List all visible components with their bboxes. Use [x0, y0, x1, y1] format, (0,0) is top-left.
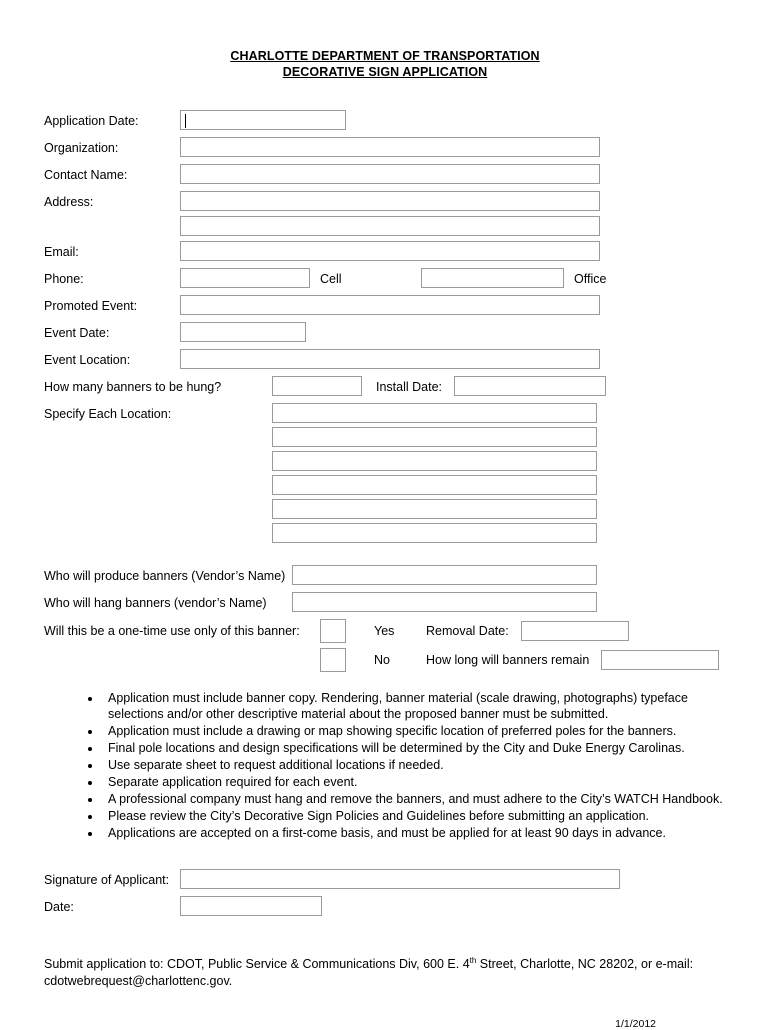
row-specify-locations: [44, 403, 726, 547]
input-location-2[interactable]: [272, 427, 597, 447]
label-no: No: [374, 653, 390, 667]
input-how-long[interactable]: [601, 650, 719, 670]
footer-ordinal-suffix: th: [469, 956, 477, 965]
label-signature-date: Date:: [44, 900, 74, 914]
row-application-date: [44, 110, 726, 132]
footer-text-part1: Submit application to: CDOT, Public Service & Communications Div, 600 E. 4: [44, 957, 470, 972]
label-address: Address:: [44, 195, 94, 209]
requirements-list: [44, 690, 726, 841]
input-email[interactable]: [180, 241, 600, 261]
label-install-date: Install Date:: [376, 380, 443, 394]
list-item: • Final pole locations and design specifications will be determined by the City and Duke Energy Carolinas.: [102, 740, 726, 756]
input-vendor-produce[interactable]: [292, 565, 597, 585]
submission-footer: [44, 952, 726, 990]
title-line-1: CHARLOTTE DEPARTMENT OF TRANSPORTATION: [230, 49, 540, 63]
row-signature: [44, 869, 726, 891]
input-address-line2[interactable]: [180, 216, 600, 236]
input-location-4[interactable]: [272, 475, 597, 495]
label-cell: Cell: [320, 272, 342, 286]
label-signature: Signature of Applicant:: [44, 873, 170, 887]
checkbox-one-time-no[interactable]: [320, 648, 346, 672]
row-vendor-hang: [44, 592, 726, 614]
revision-date: 1/1/2012: [615, 1018, 656, 1030]
row-contact-name: [44, 164, 726, 186]
input-removal-date[interactable]: [521, 621, 629, 641]
input-signature-date[interactable]: [180, 896, 322, 916]
row-organization: [44, 137, 726, 159]
row-vendor-produce: [44, 565, 726, 587]
label-specify-locations: Specify Each Location:: [44, 407, 172, 421]
input-location-3[interactable]: [272, 451, 597, 471]
row-phone: [44, 268, 726, 290]
list-item: • Applications are accepted on a first-come basis, and must be applied for at least 90 days in advance.: [102, 825, 726, 841]
label-email: Email:: [44, 245, 79, 259]
title-line-2: DECORATIVE SIGN APPLICATION: [282, 65, 488, 79]
checkbox-one-time-yes[interactable]: [320, 619, 346, 643]
input-application-date[interactable]: [180, 110, 346, 130]
list-item: • Please review the City’s Decorative Sign Policies and Guidelines before submitting an application.: [102, 808, 726, 824]
list-item: • Application must include a drawing or map showing specific location of preferred poles for the banners.: [102, 723, 726, 739]
input-organization[interactable]: [180, 137, 600, 157]
input-location-1[interactable]: [272, 403, 597, 423]
row-signature-date: [44, 896, 726, 918]
label-event-date: Event Date:: [44, 326, 110, 340]
row-banner-count: [44, 376, 726, 398]
label-office: Office: [574, 272, 607, 286]
document-title: [44, 48, 726, 80]
input-banner-count[interactable]: [272, 376, 362, 396]
input-promoted-event[interactable]: [180, 295, 600, 315]
list-item: • Separate application required for each event.: [102, 774, 726, 790]
input-location-5[interactable]: [272, 499, 597, 519]
input-address-line1[interactable]: [180, 191, 600, 211]
list-item: • Application must include banner copy. Rendering, banner material (scale drawing, photographs) typeface selections and/or other descriptive material about the proposed banner must be submitted.: [102, 690, 726, 722]
list-item: • Use separate sheet to request additional locations if needed.: [102, 757, 726, 773]
label-vendor-produce: Who will produce banners (Vendor’s Name): [44, 569, 286, 583]
input-location-6[interactable]: [272, 523, 597, 543]
label-application-date: Application Date:: [44, 114, 139, 128]
label-phone: Phone:: [44, 272, 84, 286]
input-phone-office[interactable]: [421, 268, 564, 288]
label-contact-name: Contact Name:: [44, 168, 128, 182]
label-organization: Organization:: [44, 141, 119, 155]
label-vendor-hang: Who will hang banners (vendor’s Name): [44, 596, 267, 610]
label-event-location: Event Location:: [44, 353, 131, 367]
row-one-time-use-yes: [44, 619, 726, 643]
input-phone-cell[interactable]: [180, 268, 310, 288]
row-email: [44, 241, 726, 263]
input-install-date[interactable]: [454, 376, 606, 396]
input-signature[interactable]: [180, 869, 620, 889]
label-yes: Yes: [374, 624, 395, 638]
input-event-date[interactable]: [180, 322, 306, 342]
input-contact-name[interactable]: [180, 164, 600, 184]
footer-line-1: [44, 952, 726, 973]
row-promoted-event: [44, 295, 726, 317]
label-removal-date: Removal Date:: [426, 624, 509, 638]
row-event-date: [44, 322, 726, 344]
label-promoted-event: Promoted Event:: [44, 299, 138, 313]
list-item: • A professional company must hang and remove the banners, and must adhere to the City’s WATCH Handbook.: [102, 791, 726, 807]
row-event-location: [44, 349, 726, 371]
label-one-time-use: Will this be a one-time use only of this banner:: [44, 624, 300, 638]
input-vendor-hang[interactable]: [292, 592, 597, 612]
footer-email: cdotwebrequest@charlottenc.gov.: [44, 974, 233, 989]
footer-text-part2: Street, Charlotte, NC 28202, or e-mail:: [476, 957, 694, 972]
row-one-time-use-no: [44, 648, 726, 672]
row-address: [44, 191, 726, 236]
label-how-long: How long will banners remain: [426, 653, 590, 667]
label-banner-count: How many banners to be hung?: [44, 380, 222, 394]
input-event-location[interactable]: [180, 349, 600, 369]
